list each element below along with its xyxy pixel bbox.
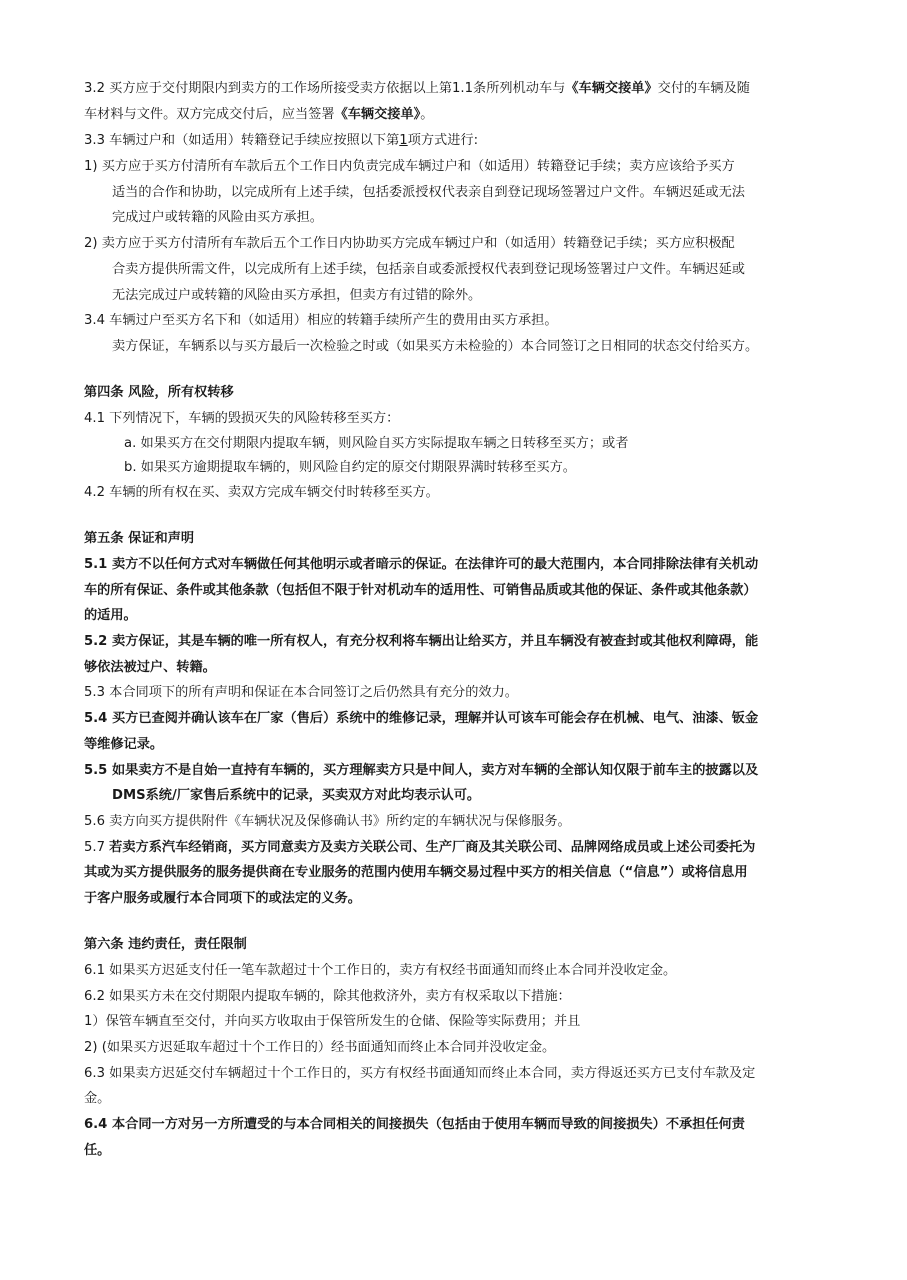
clause-5-7-line-3: 于客户服务或履行本合同项下的或法定的义务。 <box>84 891 361 906</box>
clause-6-3-line-2: 金。 <box>84 1091 111 1106</box>
clause-5-7-line-1: 5.7 若卖方系汽车经销商，买方同意卖方及卖方关联公司、生产厂商及其关联公司、品牌网络成员或上述公司委托为 <box>84 840 756 855</box>
option-1-line-2: 适当的合作和协助，以完成所有上述手续，包括委派授权代表亲自到登记现场签署过户文件。车辆迟延或无法 <box>112 185 745 200</box>
clause-6-2-item-1: 1）保管车辆直至交付，并向买方收取由于保管所发生的仓储、保险等实际费用；并且 <box>84 1014 581 1029</box>
clause-4-1-b: b. 如果买方逾期提取车辆的，则风险自约定的原交付期限界满时转移至买方。 <box>124 460 576 475</box>
clause-5-1-line-2: 车的所有保证、条件或其他条款（包括但不限于针对机动车的适用性、可销售品质或其他的保证、条件或其他条款） <box>84 583 757 598</box>
clause-5-2-line-2: 够依法被过户、转籍。 <box>84 660 216 675</box>
clause-3-2-line-2: 车材料与文件。双方完成交付后，应当签署《车辆交接单》。 <box>84 107 434 122</box>
option-1-line-1: 1) 买方应于买方付清所有车款后五个工作日内负责完成车辆过户和（如适用）转籍登记手续；卖方应该给予买方 <box>84 159 735 174</box>
clause-5-3: 5.3 本合同项下的所有声明和保证在本合同签订之后仍然具有充分的效力。 <box>84 685 518 700</box>
clause-6-2-item-2: 2) (如果买方迟延取车超过十个工作日的）经书面通知而终止本合同并没收定金。 <box>84 1040 556 1055</box>
clause-3-2-line-1: 3.2 买方应于交付期限内到卖方的工作场所接受卖方依据以上第1.1条所列机动车与《车辆交接单》交付的车辆及随 <box>84 81 750 96</box>
clause-3-3: 3.3 车辆过户和（如适用）转籍登记手续应按照以下第1项方式进行: <box>84 133 479 148</box>
clause-6-3-line-1: 6.3 如果卖方迟延交付车辆超过十个工作日的，买方有权经书面通知而终止本合同，卖方得返还买方已支付车款及定 <box>84 1066 756 1081</box>
clause-5-4-line-1: 5.4 买方已查阅并确认该车在厂家（售后）系统中的维修记录，理解并认可该车可能会存在机械、电气、油漆、钣金 <box>84 711 759 726</box>
clause-4-1-a: a. 如果买方在交付期限内提取车辆，则风险自买方实际提取车辆之日转移至买方；或者 <box>124 436 629 451</box>
clause-6-1: 6.1 如果买方迟延支付任一笔车款超过十个工作日的，卖方有权经书面通知而终止本合同并没收定金。 <box>84 963 677 978</box>
option-2-line-2: 合卖方提供所需文件，以完成所有上述手续，包括亲自或委派授权代表到登记现场签署过户文件。车辆迟延或 <box>112 262 745 277</box>
clause-3-4-warranty: 卖方保证，车辆系以与买方最后一次检验之时或（如果买方未检验的）本合同签订之日相同的状态交付给买方。 <box>112 339 759 354</box>
clause-5-4-line-2: 等维修记录。 <box>84 737 164 752</box>
clause-5-1-line-3: 的适用。 <box>84 608 137 623</box>
section-6-heading: 第六条 违约责任，责任限制 <box>84 937 247 952</box>
option-2-line-1: 2) 卖方应于买方付清所有车款后五个工作日内协助买方完成车辆过户和（如适用）转籍登记手续；买方应积极配 <box>84 236 735 251</box>
option-2-line-3: 无法完成过户或转籍的风险由买方承担，但卖方有过错的除外。 <box>112 288 482 303</box>
clause-5-2-line-1: 5.2 卖方保证，其是车辆的唯一所有权人，有充分权利将车辆出让给买方，并且车辆没有被查封或其他权利障碍，能 <box>84 634 759 649</box>
clause-5-5-line-1: 5.5 如果卖方不是自始一直持有车辆的，买方理解卖方只是中间人，卖方对车辆的全部认知仅限于前车主的披露以及 <box>84 763 759 778</box>
clause-6-4-line-2: 任。 <box>84 1143 111 1158</box>
option-1-line-3: 完成过户或转籍的风险由买方承担。 <box>112 210 323 225</box>
clause-4-1: 4.1 下列情况下，车辆的毁损灭失的风险转移至买方： <box>84 411 400 426</box>
clause-4-2: 4.2 车辆的所有权在买、卖双方完成车辆交付时转移至买方。 <box>84 485 439 500</box>
clause-5-5-line-2: DMS系统/厂家售后系统中的记录，买卖双方对此均表示认可。 <box>112 788 481 803</box>
clause-3-4: 3.4 车辆过户至买方名下和（如适用）相应的转籍手续所产生的费用由买方承担。 <box>84 313 558 328</box>
clause-5-7-line-2: 其或为买方提供服务的服务提供商在专业服务的范围内使用车辆交易过程中买方的相关信息（“信息”）或将信息用 <box>84 865 748 880</box>
clause-6-4-line-1: 6.4 本合同一方对另一方所遭受的与本合同相关的间接损失（包括由于使用车辆而导致的间接损失）不承担任何责 <box>84 1117 745 1132</box>
section-4-heading: 第四条 风险，所有权转移 <box>84 385 234 400</box>
section-5-heading: 第五条 保证和声明 <box>84 531 195 546</box>
clause-5-6: 5.6 卖方向买方提供附件《车辆状况及保修确认书》所约定的车辆状况与保修服务。 <box>84 814 571 829</box>
clause-5-1-line-1: 5.1 卖方不以任何方式对车辆做任何其他明示或者暗示的保证。在法律许可的最大范围内，本合同排除法律有关机动 <box>84 557 759 572</box>
clause-6-2: 6.2 如果买方未在交付期限内提取车辆的，除其他救济外，卖方有权采取以下措施： <box>84 989 571 1004</box>
